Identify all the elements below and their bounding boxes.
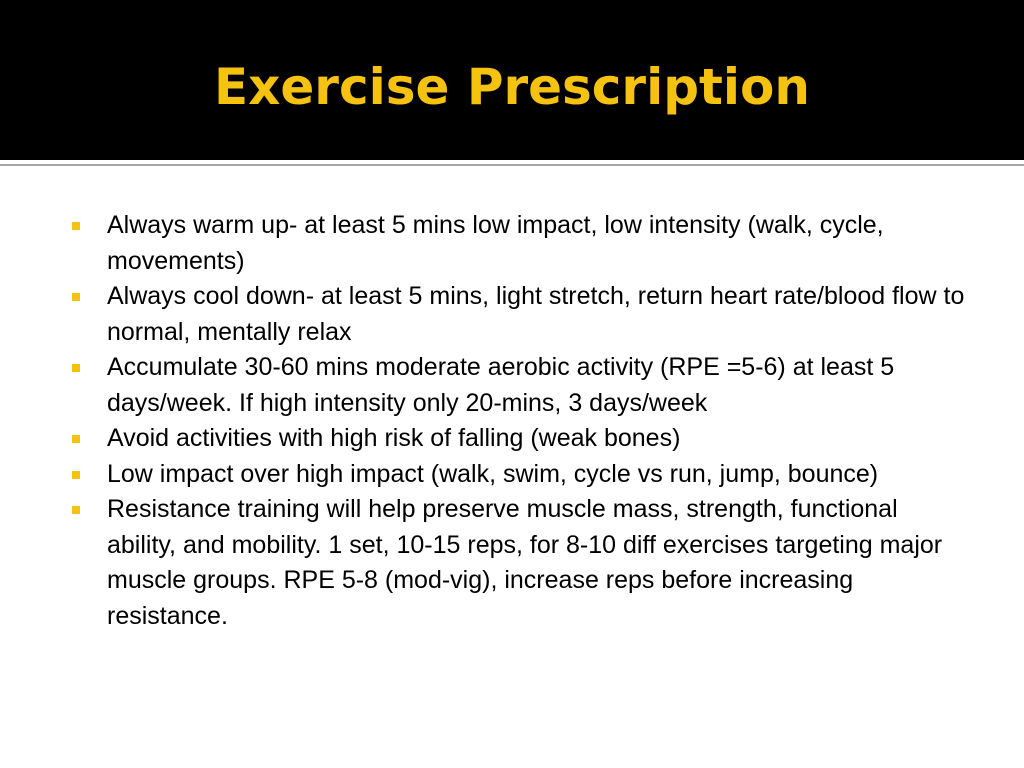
title-divider [0,164,1024,166]
square-bullet-icon [72,293,80,301]
bullet-item-warm-up [72,208,972,279]
bullet-item-low-impact [72,457,972,493]
bullet-list [72,208,972,634]
bullet-item-aerobic [72,350,972,421]
square-bullet-icon [72,471,80,479]
square-bullet-icon [72,435,80,443]
bullet-item-resistance [72,492,972,634]
bullet-text: Always warm up- at least 5 mins low impact, low intensity (walk, cycle, movements) [107,211,884,275]
bullet-text: Accumulate 30-60 mins moderate aerobic activity (RPE =5-6) at least 5 days/week. If high intensity only 20-mins, 3 days/week [107,353,895,417]
slide-title: Exercise Prescription [213,58,811,116]
title-bar [0,0,1024,160]
bullet-text: Always cool down- at least 5 mins, light stretch, return heart rate/blood flow to normal, mentally relax [107,282,965,346]
bullet-item-cool-down [72,279,972,350]
square-bullet-icon [72,364,80,372]
bullet-text: Avoid activities with high risk of falling (weak bones) [107,424,681,452]
bullet-item-avoid-falling [72,421,972,457]
square-bullet-icon [72,222,80,230]
bullet-text: Resistance training will help preserve muscle mass, strength, functional ability, and mobility. 1 set, 10-15 reps, for 8-10 diff exercises targeting major muscle groups. RPE 5-8 (mod-vig), increase reps before increasing resistance. [107,495,943,630]
bullet-text: Low impact over high impact (walk, swim, cycle vs run, jump, bounce) [107,459,879,488]
square-bullet-icon [72,506,80,514]
